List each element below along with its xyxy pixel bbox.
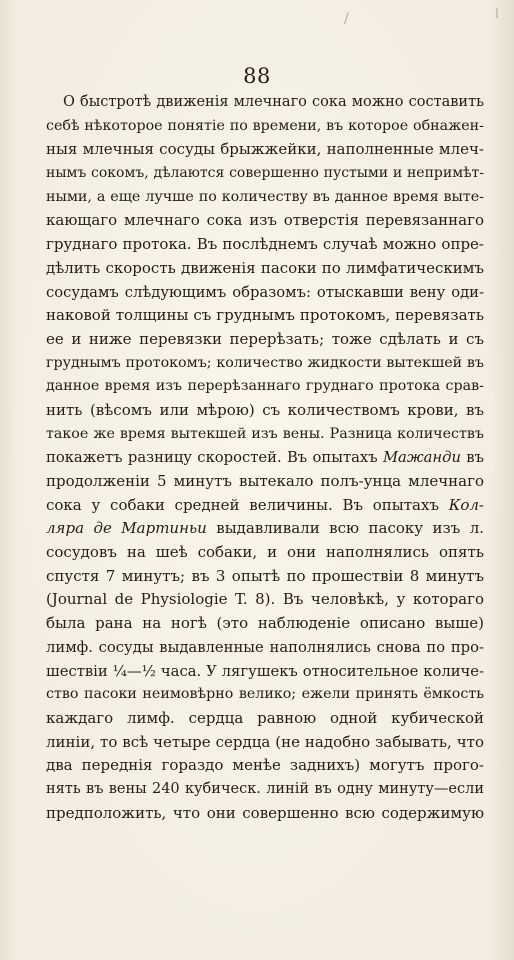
text-run: въ <box>460 449 484 467</box>
page-edge-mark <box>496 8 498 18</box>
text-line: ство пасоки неимовѣрно велико; ежели принять ёмкость <box>46 686 484 703</box>
text-line: кающаго млечнаго сока изъ отверстія перевязаннаго <box>46 211 484 230</box>
page-number: 88 <box>243 64 271 88</box>
text-line: груднаго протока. Въ послѣднемъ случаѣ можно опре- <box>46 235 484 254</box>
text-line: нымъ сокомъ, дѣлаются совершенно пустыми и непримѣт- <box>46 165 484 182</box>
margin-pencil-mark: / <box>344 11 349 27</box>
text-line-with-italic <box>46 494 484 518</box>
text-run: сока у собаки средней величины. Въ опытахъ <box>46 495 449 514</box>
text-line: была рана на ногѣ (это наблюденіе описано выше) <box>46 614 484 633</box>
text-line: шествіи ¼—½ часа. У лягушекъ относительное количе- <box>46 662 484 680</box>
text-line: (Journal de Physiologie T. 8). Въ человѣкѣ, у котораго <box>46 590 484 609</box>
text-line: груднымъ протокомъ; количество жидкости вытекшей въ <box>46 354 484 371</box>
italic-name-majendie: Мажанди <box>382 449 461 467</box>
text-line: данное время изъ перерѣзаннаго груднаго протока срав- <box>46 378 484 395</box>
text-line: ныя млечныя сосуды брыжжейки, наполненные млеч- <box>46 140 484 159</box>
text-line: два переднія гораздо менѣе заднихъ) могутъ прого- <box>46 756 484 775</box>
text-line: ее и ниже перевязки перерѣзать; тоже сдѣлать и съ <box>46 329 484 348</box>
text-line: такое же время вытекшей изъ вены. Разница количествъ <box>46 425 484 442</box>
italic-name-collard-part2: ляра де Мартиньи <box>46 519 207 538</box>
text-line: О быстротѣ движенія млечнаго сока можно составить <box>63 94 484 110</box>
text-line: продолженіи 5 минутъ вытекало полъ-унца млечнаго <box>46 472 484 490</box>
text-line: нять въ вены 240 кубическ. линій въ одну минуту—если <box>46 780 484 797</box>
text-line-with-italic <box>46 517 484 541</box>
text-line-with-italic <box>46 446 484 470</box>
text-line: сосудовъ на шеѣ собаки, и они наполнялись опять <box>46 543 484 562</box>
text-line: себѣ нѣкоторое понятіе по времени, въ которое обнажен- <box>46 117 484 134</box>
text-line: линіи, то всѣ четыре сердца (не надобно забывать, что <box>46 732 484 751</box>
text-line: наковой толщины съ груднымъ протокомъ, перевязать <box>46 306 484 325</box>
text-line: предположить, что они совершенно всю содержимую <box>46 803 484 822</box>
text-line: ными, а еще лучше по количеству въ данное время выте- <box>46 188 484 205</box>
text-line: нить (вѣсомъ или мѣрою) съ количествомъ крови, въ <box>46 400 484 419</box>
text-line: спустя 7 минутъ; въ 3 опытѣ по прошествіи 8 минутъ <box>46 566 484 585</box>
text-run: покажетъ разницу скоростей. Въ опытахъ <box>46 449 383 467</box>
text-line: дѣлить скорость движенія пасоки по лимфатическимъ <box>46 258 484 277</box>
body-text <box>46 91 484 825</box>
text-line: сосудамъ слѣдующимъ образомъ: отыскавши вену оди- <box>46 283 484 301</box>
text-run: выдавливали всю пасоку изъ л. <box>206 519 484 538</box>
text-line: каждаго лимф. сердца равною одной кубической <box>46 708 484 727</box>
text-line: лимф. сосуды выдавленные наполнялись снова по про- <box>46 638 484 656</box>
italic-name-collard-part1: Кол- <box>448 495 484 514</box>
